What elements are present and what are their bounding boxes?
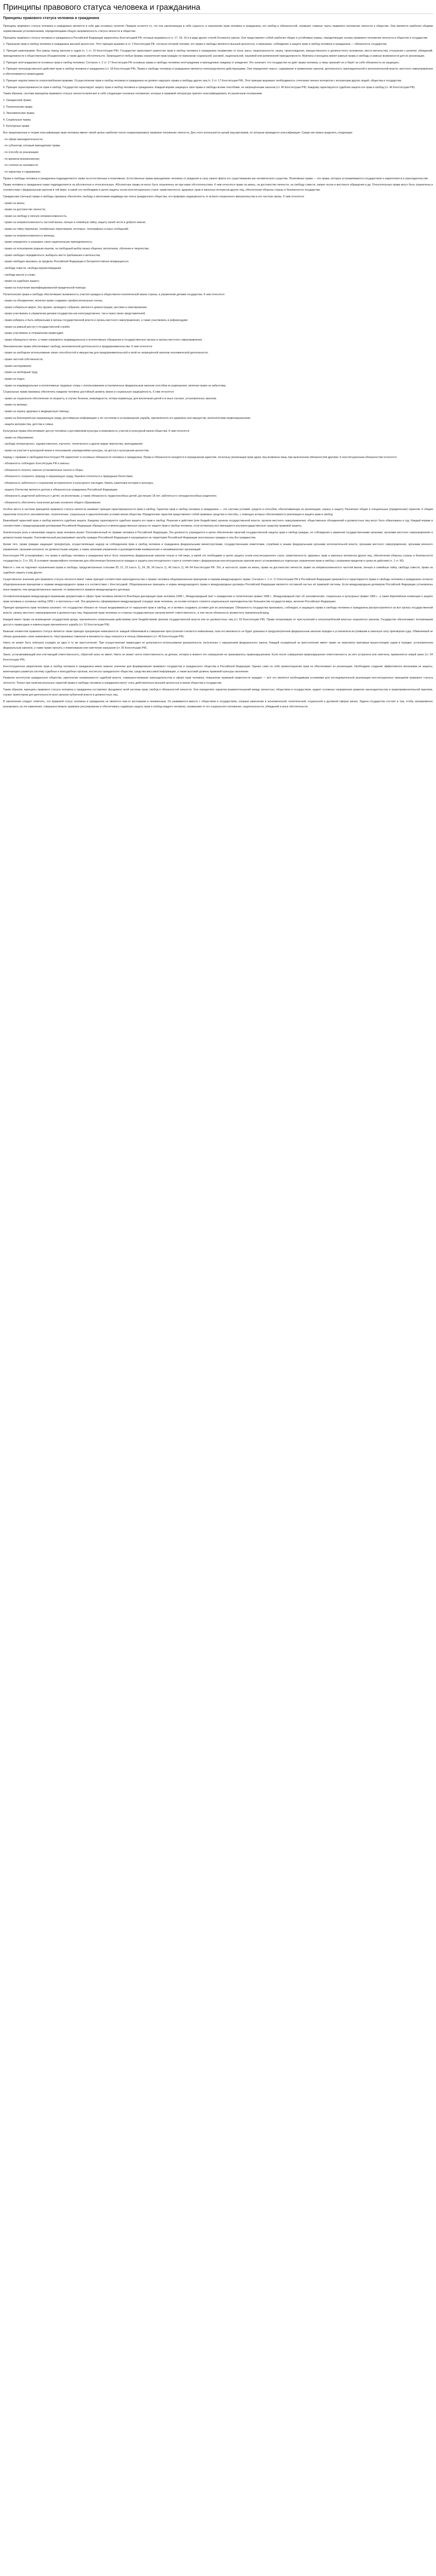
body-paragraph: Основополагающими международно-правовыми документами в сфере прав человека являются Всеобщая декларация прав человека 1948 г., Международный пакт о гражданских и политических правах 1966 г., Международный пакт об экономических, социальных и культурных правах 1966 г., а также Европейская конвенция о защите прав человека и основных свобод 1950 г. и протоколы к ней. Эти документы сформировали международный стандарт прав человека, на основе которого строится национальное законодательство большинства государств мира, включая Российскую Федерацию.	[3, 595, 433, 603]
body-paragraph: - обязанность родителей заботиться о детях, их воспитании, а также обязанность трудоспособных детей, достигших 18 лет, заботиться о нетрудоспособных родителях;	[3, 495, 217, 498]
body-paragraph: Наряду с правами и свободами Конституция РФ закрепляет и основные обязанности человека и гражданина. Права и обязанности находятся в неразрывном единстве, поскольку реализация прав одних лиц возможна лишь при выполнении обязанностей другими. К конституционным обязанностям относятся:	[3, 455, 397, 459]
body-paragraph: Политические права и свободы обеспечивают возможность участия граждан в общественно-политической жизни страны, в управлении делами государства. К ним относятся:	[3, 293, 225, 296]
body-paragraph: 2. Принцип равноправия. Все равны перед законом и судом (ч. 1 ст. 19 Конституции РФ). Государство гарантирует равенство прав и свобод человека и гражданина независимо от пола, расы, национальности, языка, происхождения, имущественного и должностного положения, места жительства, отношения к религии, убеждений, принадлежности к общественным объединениям, а также других обстоятельств. Запрещаются любые формы ограничения прав граждан по признакам социальной, расовой, национальной, языковой или религиозной принадлежности. Мужчина и женщина имеют равные права и свободы и равные возможности для их реализации.	[3, 49, 433, 58]
body-paragraph: - право на образование;	[3, 436, 34, 439]
body-paragraph: - право избирать и быть избранными в органы государственной власти и органы местного самоуправления, а также участвовать в референдуме;	[3, 319, 188, 323]
body-paragraph: 5. Культурные права.	[3, 125, 30, 128]
body-paragraph: - обязанность заботиться о сохранении исторического и культурного наследия, беречь памятники истории и культуры;	[3, 482, 154, 485]
body-paragraph: Закон, устанавливающий или отягчающий ответственность, обратной силы не имеет. Никто не может нести ответственность за деяние, которое в момент его совершения не признавалось правонарушением. Если после совершения правонарушения ответственность за него устранена или смягчена, применяется новый закон (ст. 54 Конституции РФ).	[3, 653, 433, 662]
body-paragraph: Экономические права обеспечивают свободу экономической деятельности и предпринимательства. К ним относятся:	[3, 345, 153, 348]
body-paragraph: - обязанность обеспечить получение детьми основного общего образования.	[3, 501, 101, 505]
body-paragraph: - право на охрану здоровья и медицинскую помощь;	[3, 410, 70, 414]
body-paragraph: Социальные права призваны обеспечить каждому человеку достойный уровень жизни и социальную защищённость. К ним относятся:	[3, 391, 175, 394]
body-paragraph: 2. Политические права;	[3, 105, 33, 109]
body-paragraph: - право на пользование родным языком, на свободный выбор языка общения, воспитания, обучения и творчества;	[3, 247, 149, 251]
body-paragraph: Значительную роль в механизме защиты прав человека играет Уполномоченный по правам человека в Российской Федерации. Эта должность учреждается в целях обеспечения гарантий государственной защиты прав и свобод граждан, их соблюдения и уважения государственными органами, органами местного самоуправления и должностными лицами. Уполномоченный рассматривает жалобы граждан Российской Федерации и находящихся на территории Российской Федерации иностранных граждан и лиц без гражданства.	[3, 531, 433, 540]
body-paragraph: - право на неприкосновенность жилища;	[3, 234, 55, 238]
body-paragraph: - право на получение квалифицированной юридической помощи.	[3, 286, 86, 290]
body-paragraph: - свобода совести, свобода вероисповедания;	[3, 266, 62, 270]
body-paragraph: Существенное значение для правового статуса личности имеет также принцип соответствия законодательства о правах человека общепризнанным принципам и нормам международного права. Согласно ч. 1 ст. 17 Конституции РФ в Российской Федерации признаются и гарантируются права и свободы человека и гражданина согласно общепризнанным принципам и нормам международного права и в соответствии с Конституцией. Общепризнанные принципы и нормы международного права и международные договоры Российской Федерации являются составной частью её правовой системы. Если международным договором Российской Федерации установлены иные правила, чем предусмотренные законом, то применяются правила международного договора.	[3, 578, 433, 591]
body-paragraph: 1. Признание прав и свобод человека и гражданина высшей ценностью. Этот принцип выражен в ст. 2 Конституции РФ, согласно которой человек, его права и свободы являются высшей ценностью, а признание, соблюдение и защита прав и свобод человека и гражданина — обязанность государства.	[3, 43, 388, 46]
body-paragraph: - право обращаться лично, а также направлять индивидуальные и коллективные обращения в государственные органы и органы местного самоуправления.	[3, 338, 203, 342]
body-paragraph: Таким образом, система принципов правового статуса личности включает в себя следующие основные положения, которые в правовой литературе принято классифицировать по различным основаниям:	[3, 92, 263, 96]
body-paragraph: Все предложенные в теории классификации прав человека имеют своей целью наиболее полно охарактеризовать правовое положение личности. Для этого используется целый ряд критериев, по которым проводится классификация. Среди них можно выделить следующие:	[3, 131, 353, 135]
body-paragraph: - защита Отечества является долгом и обязанностью гражданина Российской Федерации;	[3, 488, 118, 492]
body-paragraph: - право на социальное обеспечение по возрасту, в случае болезни, инвалидности, потери кормильца, для воспитания детей и в иных случаях, установленных законом;	[3, 397, 217, 400]
body-paragraph: 1. Гражданские права;	[3, 98, 32, 102]
body-paragraph: - право на благоприятную окружающую среду, достоверную информацию о её состоянии и на возмещение ущерба, причинённого его здоровью или имуществу экологическим правонарушением;	[3, 416, 251, 420]
body-paragraph: Каждый имеет право на возмещение государством вреда, причинённого незаконными действиями (или бездействием) органов государственной власти или их должностных лиц (ст. 53 Конституции РФ). Права потерпевших от преступлений и злоупотреблений властью охраняются законом. Государство обеспечивает потерпевшим доступ к правосудию и компенсацию причинённого ущерба (ст. 52 Конституции РФ).	[3, 618, 433, 626]
body-paragraph: - право на свободный труд;	[3, 371, 38, 375]
page-title: Принципы правового статуса человека и гражданина	[3, 3, 201, 12]
body-paragraph: - право наследования;	[3, 364, 32, 368]
body-paragraph: - обязанность платить законно установленные налоги и сборы;	[3, 468, 84, 472]
body-paragraph: - по времени возникновения;	[3, 157, 40, 161]
body-paragraph: - право свободно выезжать за пределы Российской Федерации и беспрепятственно возвращаться;	[3, 260, 129, 264]
body-paragraph: - право на отдых;	[3, 377, 25, 381]
body-paragraph: Развитие институтов гражданского общества, укрепление независимости судебной власти, совершенствование законодательства в сфере прав человека, повышение правовой грамотности граждан — всё это является необходимыми условиями для последовательной реализации конституционных принципов правового статуса личности. Только при наличии реальных гарантий права и свободы человека и гражданина могут стать действительно высшей ценностью в жизни общества и государства.	[3, 676, 433, 685]
document-body	[3, 24, 433, 709]
body-paragraph: - защита материнства, детства и семьи.	[3, 423, 54, 427]
body-paragraph: - право на участие в культурной жизни и пользование учреждениями культуры, на доступ к культурным ценностям.	[3, 449, 149, 452]
body-paragraph: 3. Принцип неотчуждаемости основных прав и свобод человека. Согласно ч. 2 ст. 17 Конституции РФ основные права и свободы человека неотчуждаемы и принадлежат каждому от рождения. Это означает, что государство не даёт права человеку, а лишь признаёт их и берёт на себя обязанность их защищать.	[3, 61, 400, 64]
body-paragraph: - право определять и указывать свою национальную принадлежность;	[3, 241, 93, 244]
body-paragraph: - по характеру и содержанию.	[3, 170, 41, 174]
document-subtitle: Принципы правового статуса человека и гражданина	[3, 16, 99, 20]
body-paragraph: - обязанность сохранять природу и окружающую среду, бережно относиться к природным богатствам;	[3, 475, 133, 479]
body-paragraph: - по субъектам, которым принадлежат права;	[3, 144, 61, 148]
body-paragraph: Принципы правового статуса человека и гражданина в Российской Федерации закреплены Конституцией РФ, которые выражены в ст. 17, 18, 19 и в ряде других статей Основного закона. Они представляют собой наиболее общие и устойчивые нормы, определяющие основы правового положения личности в обществе и государстве.	[3, 36, 428, 40]
body-paragraph: - право частной собственности;	[3, 358, 43, 361]
body-paragraph: Принцип приоритета прав человека означает, что государство обязано не только воздерживаться от нарушения прав и свобод, но и активно создавать условия для их реализации. Обязанность государства признавать, соблюдать и защищать права и свободы человека и гражданина распространяется на все органы государственной власти, органы местного самоуправления и должностных лиц. Нарушение прав человека со стороны государственных органов влечёт ответственность, в том числе обязанность возместить причинённый вред.	[3, 606, 433, 615]
body-paragraph: Гражданские (личные) права и свободы призваны обеспечить свободу и автономию индивида как члена гражданского общества, его правовую защищённость от всякого незаконного вмешательства в его частную жизнь. К ним относятся:	[3, 195, 305, 198]
body-paragraph: - по способу их реализации;	[3, 151, 39, 155]
body-paragraph: 5. Принцип недопустимости злоупотребления правами. Осуществление прав и свобод человека и гражданина не должно нарушать права и свободы других лиц (ч. 3 ст. 17 Конституции РФ). Этот принцип выражает необходимость сочетания личных интересов с интересами других людей, общества и государства.	[3, 79, 402, 82]
body-paragraph: - право на объединение, включая право создавать профессиональные союзы;	[3, 299, 103, 303]
body-paragraph: Конституционное закрепление прав и свобод человека и гражданина имеет важное значение для формирования правового государства и гражданского общества в Российской Федерации. Однако само по себе провозглашение прав не обеспечивает их реализацию. Необходимо создание эффективного механизма их защиты, включающего развитую систему судебных и внесудебных органов, институты гражданского общества, средства массовой информации, а также высокий уровень правовой культуры населения.	[3, 665, 433, 673]
body-paragraph: 4. Принцип непосредственного действия прав и свобод человека и гражданина (ст. 18 Конституции РФ). Права и свободы человека и гражданина являются непосредственно действующими. Они определяют смысл, содержание и применение законов, деятельность законодательной и исполнительной власти, местного самоуправления и обеспечиваются правосудием.	[3, 67, 433, 76]
body-paragraph: Особое место в системе принципов правового статуса личности занимает принцип гарантированности прав и свобод. Гарантии прав и свобод человека и гражданина — это система условий, средств и способов, обеспечивающих их реализацию, охрану и защиту. Различают общие и специальные (юридические) гарантии. К общим гарантиям относятся экономические, политические, социальные и идеологические условия жизни общества. Юридические гарантии представляют собой правовые средства и способы, с помощью которых обеспечивается реализация и защита прав и свобод.	[3, 507, 433, 516]
body-paragraph: - право собираться мирно, без оружия, проводить собрания, митинги и демонстрации, шествия и пикетирование;	[3, 306, 148, 309]
body-paragraph: - право участвовать в управлении делами государства как непосредственно, так и через своих представителей;	[3, 312, 146, 316]
body-paragraph: Кроме того, права граждан защищает прокуратура, осуществляющая надзор за соблюдением прав и свобод человека и гражданина федеральными министерствами, государственными комитетами, службами и иными федеральными органами исполнительной власти, органами местного самоуправления, органами военного управления, органами контроля, их должностными лицами, а также органами управления и руководителями коммерческих и некоммерческих организаций.	[3, 543, 433, 551]
body-paragraph: - право на свободное использование своих способностей и имущества для предпринимательской и иной не запрещённой законом экономической деятельности;	[3, 351, 208, 355]
body-paragraph: Права человека и гражданина также подразделяются на абсолютные и относительные. Абсолютные права не могут быть ограничены ни при каких обстоятельствах. К ним относятся право на жизнь, на достоинство личности, на свободу совести, запрет пыток и жестокого обращения и др. Относительные права могут быть ограничены в соответствии с федеральным законом в той мере, в какой это необходимо в целях защиты основ конституционного строя, нравственности, здоровья, прав и законных интересов других лиц, обеспечения обороны страны и безопасности государства.	[3, 183, 433, 192]
body-paragraph: - право свободно передвигаться, выбирать место пребывания и жительства;	[3, 253, 101, 257]
body-paragraph: Важнейшей гарантией прав и свобод является судебная защита. Каждому гарантируется судебная защита его прав и свобод. Решения и действия (или бездействие) органов государственной власти, органов местного самоуправления, общественных объединений и должностных лиц могут быть обжалованы в суд. Каждый вправе в соответствии с международными договорами Российской Федерации обращаться в межгосударственные органы по защите прав и свобод человека, если исчерпаны все имеющиеся внутригосударственные средства правовой защиты.	[3, 519, 433, 528]
body-paragraph: - по сфере жизнедеятельности;	[3, 138, 43, 141]
body-paragraph: Вместе с тем не подлежат ограничению права и свободы, предусмотренные статьями 20, 21, 23 (часть 1), 24, 28, 34 (часть 1), 40 (часть 1), 46–54 Конституции РФ. Это, в частности, право на жизнь, право на достоинство личности, право на неприкосновенность частной жизни, личную и семейную тайну, свобода совести, право на судебную защиту и ряд других.	[3, 566, 433, 575]
title-divider	[3, 13, 433, 14]
body-paragraph: - право на жилище;	[3, 403, 28, 407]
body-paragraph: - обязанность соблюдать Конституцию РФ и законы;	[3, 462, 70, 466]
body-paragraph: Важным элементом правового статуса является также принцип презумпции невиновности: каждый обвиняемый в совершении преступления считается невиновным, пока его виновность не будет доказана в предусмотренном федеральным законом порядке и установлена вступившим в законную силу приговором суда. Обвиняемый не обязан доказывать свою невиновность. Неустранимые сомнения в виновности лица толкуются в пользу обвиняемого (ст. 49 Конституции РФ).	[3, 630, 433, 638]
document-page	[0, 0, 436, 716]
body-paragraph: - свобода литературного, художественного, научного, технического и других видов творчества, преподавания;	[3, 443, 143, 446]
body-paragraph: 4. Социальные права;	[3, 118, 31, 122]
body-paragraph: - свобода мысли и слова;	[3, 273, 36, 277]
body-paragraph: - право на неприкосновенность частной жизни, личную и семейную тайну, защиту своей чести и доброго имени;	[3, 221, 146, 225]
body-paragraph: В заключение следует отметить, что правовой статус человека и гражданина не является чем-то застывшим и неизменным. Он развивается вместе с обществом и государством, отражая изменения в экономической, политической, социальной и духовной сферах жизни. Задача государства состоит в том, чтобы своевременно реагировать на эти изменения, совершенствовать правовое регулирование и обеспечивать надёжную защиту прав и свобод каждого человека, независимо от его социального положения, национальности, убеждений и иных обстоятельств.	[3, 700, 433, 708]
body-paragraph: - право на тайну переписки, телефонных переговоров, почтовых, телеграфных и иных сообщений;	[3, 228, 129, 231]
body-paragraph: 6. Принцип гарантированности прав и свобод. Государство гарантирует защиту прав и свобод человека и гражданина. Каждый вправе защищать свои права и свободы всеми способами, не запрещёнными законом (ст. 45 Конституции РФ). Каждому гарантируется судебная защита его прав и свобод (ст. 46 Конституции РФ).	[3, 86, 416, 89]
body-paragraph: - право на достоинство личности;	[3, 208, 46, 212]
body-paragraph: Культурные права обеспечивают доступ человека к достижениям культуры и возможность участия в культурной жизни общества. К ним относятся:	[3, 429, 190, 433]
body-paragraph: 3. Экономические права;	[3, 112, 35, 115]
body-paragraph: Таким образом, принципы правового статуса человека и гражданина составляют фундамент всей системы прав, свобод и обязанностей личности. Они определяют характер взаимоотношений между личностью, обществом и государством, задают основные направления развития законодательства и правоприменительной практики, служат ориентиром для деятельности всех органов публичной власти и должностных лиц.	[3, 688, 433, 697]
body-paragraph: Принципы правового статуса человека и гражданина являются в себе два основных понятия: Первым остается то, что они заключающие в себя сущность и назначение прав человека и гражданина, его свобод и обязанностей, отражают главные черты правового положения личности в обществе. Они являются наиболее общими нормативными установлениями, определяющими общую направленность статуса личности в обществе.	[3, 25, 433, 33]
body-paragraph: - право на индивидуальные и коллективные трудовые споры с использованием установленных федеральным законом способов их разрешения, включая право на забастовку.	[3, 384, 226, 387]
body-paragraph: Конституция РФ устанавливает, что права и свободы человека и гражданина могут быть ограничены федеральным законом только в той мере, в какой это необходимо в целях защиты основ конституционного строя, нравственности, здоровья, прав и законных интересов других лиц, обеспечения обороны страны и безопасности государства (ч. 3 ст. 55). В условиях чрезвычайного положения для обеспечения безопасности граждан и защиты конституционного строя в соответствии с федеральным конституционным законом могут устанавливаться отдельные ограничения прав и свобод с указанием пределов и срока их действия (ч. 1 ст. 56).	[3, 554, 433, 563]
body-paragraph: - по степени их значимости;	[3, 164, 39, 167]
body-paragraph: - право на равный доступ к государственной службе;	[3, 325, 71, 329]
body-paragraph: - право на свободу и личную неприкосновенность;	[3, 214, 67, 218]
body-paragraph: Никто не может быть повторно осуждён за одно и то же преступление. При осуществлении правосудия не допускается использование доказательств, полученных с нарушением федерального закона. Каждый осуждённый за преступление имеет право на пересмотр приговора вышестоящим судом в порядке, установленном федеральным законом, а также право просить о помиловании или смягчении наказания (ст. 50 Конституции РФ).	[3, 641, 433, 650]
body-paragraph: - право на судебную защиту;	[3, 280, 40, 283]
body-paragraph: - право участвовать в отправлении правосудия;	[3, 332, 64, 335]
body-paragraph: Права и свободы человека и гражданина подразделяются также на естественные и позитивные. Естественные права принадлежат человеку от рождения в силу самого факта его существования как человеческого существа. Позитивные права — это права, которые устанавливаются государством и закрепляются в законодательстве.	[3, 177, 429, 180]
body-paragraph: - право на жизнь;	[3, 201, 25, 205]
